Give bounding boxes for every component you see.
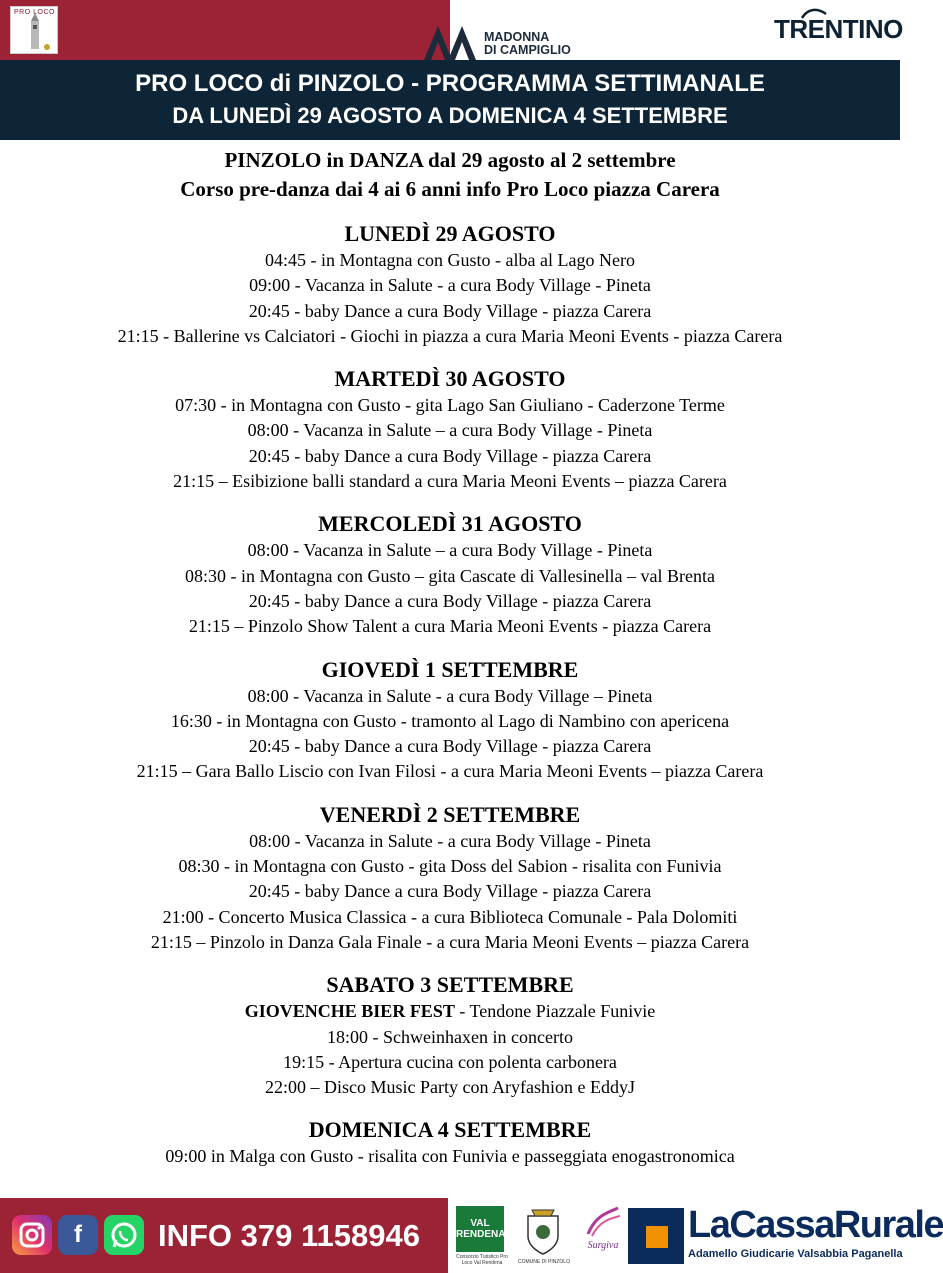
day-saturday [0, 971, 900, 1100]
intro-line-1: PINZOLO in DANZA dal 29 agosto al 2 settembre [224, 148, 676, 172]
event-highlight-title: GIOVENCHE BIER FEST [244, 1001, 455, 1022]
trentino-logo: TRENTINO [774, 14, 903, 44]
event-item: 21:15 - Ballerine vs Calciatori - Giochi in piazza a cura Maria Meoni Events - piazza Carera [117, 325, 783, 346]
event-item: 08:30 - in Montagna con Gusto – gita Cascate di Vallesinella – val Brenta [184, 565, 716, 586]
day-title: DOMENICA 4 SETTEMBRE [308, 1117, 592, 1143]
event-item: 08:00 - Vacanza in Salute – a cura Body Village - Pineta [247, 420, 653, 441]
page-header [0, 60, 900, 140]
comune-crest [520, 1204, 566, 1258]
day-wednesday [0, 510, 900, 639]
intro-line-2: Corso pre-danza dai 4 ai 6 anni info Pro Loco piazza Carera [180, 177, 720, 201]
day-title: SABATO 3 SETTEMBRE [326, 972, 574, 998]
page-subtitle: DA LUNEDÌ 29 AGOSTO A DOMENICA 4 SETTEMBRE [172, 103, 728, 128]
mountain-mark-icon [420, 20, 480, 60]
event-item: 18:00 - Schweinhaxen in concerto [327, 1026, 573, 1047]
event-item: 21:15 – Pinzolo Show Talent a cura Maria Meoni Events - piazza Carera [188, 616, 712, 637]
event-item: 20:45 - baby Dance a cura Body Village - piazza Carera [248, 445, 652, 466]
event-item: 08:00 - Vacanza in Salute – a cura Body Village - Pineta [247, 540, 653, 561]
brand-band [0, 0, 450, 60]
whatsapp-icon[interactable] [104, 1215, 144, 1255]
instagram-icon[interactable] [12, 1215, 52, 1255]
day-title: MARTEDÌ 30 AGOSTO [334, 366, 566, 392]
event-item: 16:30 - in Montagna con Gusto - tramonto al Lago di Nambino con apericena [170, 710, 730, 731]
event-item: 20:45 - baby Dance a cura Body Village - piazza Carera [248, 590, 652, 611]
day-sunday [0, 1116, 900, 1169]
event-item: 08:30 - in Montagna con Gusto - gita Doss del Sabion - risalita con Funivia [178, 856, 722, 877]
event-item: 22:00 – Disco Music Party con Aryfashion e EddyJ [265, 1077, 635, 1098]
event-item: 20:45 - baby Dance a cura Body Village - piazza Carera [248, 300, 652, 321]
event-item: 08:00 - Vacanza in Salute - a cura Body Village - Pineta [249, 830, 651, 851]
coat-of-arms-icon [520, 1204, 566, 1258]
madonna-line2: DI CAMPIGLIO [484, 43, 571, 57]
cassa-rurale-title: LaCassaRurale [688, 1204, 943, 1246]
info-phone: INFO 379 1158946 [158, 1218, 420, 1253]
footer-contact-band [0, 1198, 448, 1273]
val-rendena-logo [456, 1206, 504, 1252]
day-monday [0, 220, 900, 349]
event-item: 21:00 - Concerto Musica Classica - a cura Biblioteca Comunale - Pala Dolomiti [162, 906, 738, 927]
day-title: GIOVEDÌ 1 SETTEMBRE [321, 656, 579, 682]
day-thursday [0, 656, 900, 785]
surgiva-logo [582, 1204, 624, 1264]
cassa-rurale-subtitle: Adamello Giudicarie Valsabbia Paganella [688, 1248, 903, 1260]
surgiva-swirl-icon [582, 1204, 624, 1240]
event-item: 21:15 – Pinzolo in Danza Gala Finale - a cura Maria Meoni Events – piazza Carera [150, 931, 750, 952]
val-rendena-caption: Consorzio Turistico Pro Loco Val Rendena [456, 1254, 508, 1266]
day-tuesday [0, 365, 900, 494]
event-item: 07:30 - in Montagna con Gusto - gita Lago San Giuliano - Caderzone Terme [175, 395, 725, 416]
event-highlight [0, 999, 900, 1024]
surgiva-text: Surgiva [587, 1240, 619, 1251]
day-friday [0, 801, 900, 955]
page-title: PRO LOCO di PINZOLO - PROGRAMMA SETTIMANALE [135, 70, 765, 97]
val-rendena-logo-text: VAL RENDENA [456, 1218, 506, 1240]
event-highlight-location: - Tendone Piazzale Funivie [454, 1001, 656, 1022]
event-item: 20:45 - baby Dance a cura Body Village - piazza Carera [248, 881, 652, 902]
pro-loco-logo [10, 6, 58, 54]
day-title: MERCOLEDÌ 31 AGOSTO [318, 511, 582, 537]
top-brand-bar [0, 0, 903, 60]
event-item: 19:15 - Apertura cucina con polenta carbonera [283, 1051, 617, 1072]
day-title: LUNEDÌ 29 AGOSTO [344, 221, 556, 246]
event-item: 20:45 - baby Dance a cura Body Village - piazza Carera [248, 736, 652, 757]
event-item: 08:00 - Vacanza in Salute - a cura Body Village – Pineta [247, 685, 653, 706]
day-title: VENERDÌ 2 SETTEMBRE [319, 801, 581, 827]
event-item: 09:00 - Vacanza in Salute - a cura Body Village - Pineta [249, 275, 651, 296]
comune-caption: COMUNE DI PINZOLO [518, 1259, 570, 1265]
cassa-rurale-mark [628, 1208, 684, 1264]
event-item: 21:15 – Gara Ballo Liscio con Ivan Filosi - a cura Maria Meoni Events – piazza Carera [136, 761, 764, 782]
madonna-di-campiglio-logo [420, 20, 610, 60]
program-content [0, 146, 900, 1170]
event-item: 21:15 – Esibizione balli standard a cura Maria Meoni Events – piazza Carera [173, 471, 727, 492]
madonna-line1: MADONNA [484, 30, 550, 44]
facebook-icon[interactable]: f [58, 1215, 98, 1255]
event-item: 04:45 - in Montagna con Gusto - alba al Lago Nero [265, 250, 635, 270]
pro-loco-logo-text: PRO LOCO [14, 9, 55, 16]
event-item: 09:00 in Malga con Gusto - risalita con Funivia e passeggiata enogastronomica [165, 1146, 735, 1167]
footer [0, 1198, 943, 1273]
